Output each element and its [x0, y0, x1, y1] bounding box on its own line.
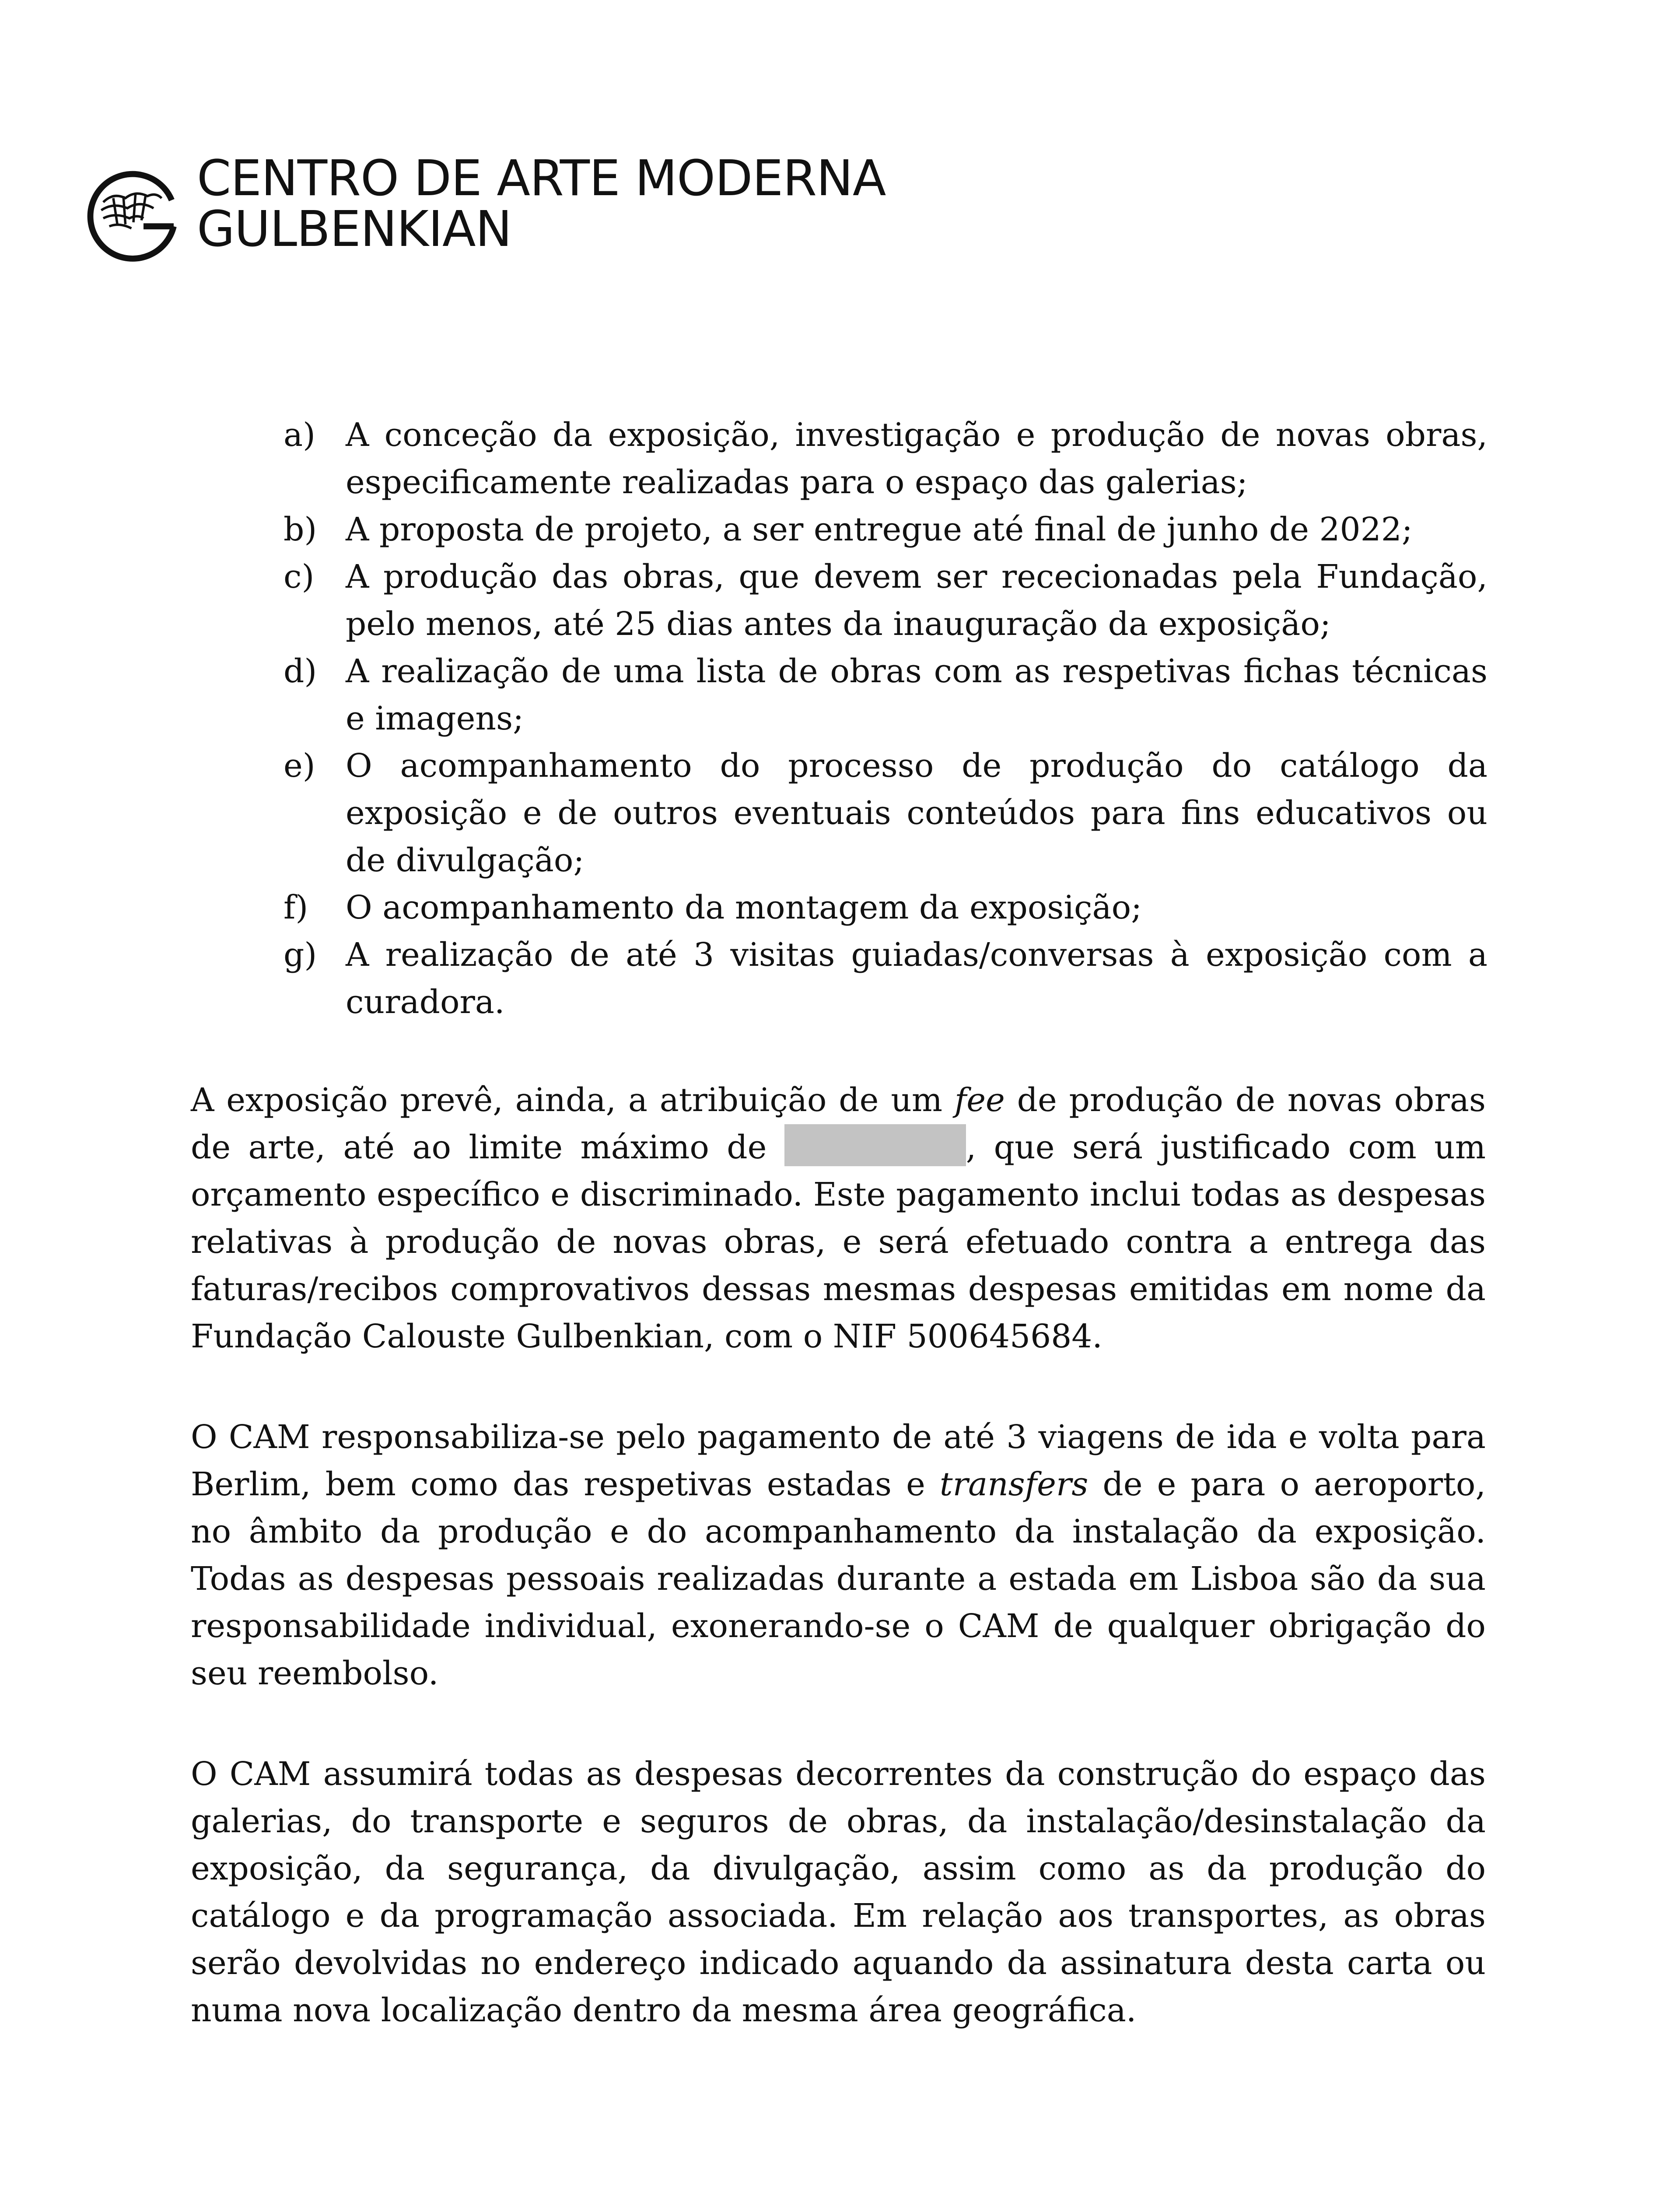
- list-marker: e): [284, 747, 315, 785]
- paragraph-text: O CAM responsabiliza-se pelo pagamento de até 3 viagens de ida e volta para Berlim, bem como das respetivas estadas e: [191, 1418, 1486, 1503]
- paragraph-text: A exposição prevê, ainda, a atribuição de um: [191, 1081, 955, 1119]
- list-marker: b): [284, 511, 317, 548]
- paragraph-fee: [191, 1076, 1486, 1360]
- list-item-text: O acompanhamento do processo de produção do catálogo da exposição e de outros eventuais conteúdos para fins educativos ou de divulgação;: [346, 747, 1488, 879]
- list-marker: c): [284, 558, 315, 596]
- gulbenkian-logo-icon: [83, 162, 184, 263]
- list-item: [284, 648, 1488, 742]
- list-item-text: A proposta de projeto, a ser entregue até final de junho de 2022;: [346, 511, 1413, 548]
- list-item: [284, 931, 1488, 1026]
- list-item: [284, 411, 1488, 506]
- list-marker: g): [284, 936, 317, 974]
- list-item-text: A conceção da exposição, investigação e produção de novas obras, especificamente realizadas para o espaço das galerias;: [346, 416, 1488, 501]
- italic-term: transfers: [939, 1466, 1088, 1503]
- list-item-text: A produção das obras, que devem ser rececionadas pela Fundação, pelo menos, até 25 dias antes da inauguração da exposição;: [346, 558, 1488, 643]
- paragraph-travel: [191, 1413, 1486, 1697]
- list-marker: a): [284, 416, 315, 454]
- list-item: [284, 884, 1488, 931]
- list-item-text: A realização de até 3 visitas guiadas/conversas à exposição com a curadora.: [346, 936, 1488, 1021]
- list-item-text: O acompanhamento da montagem da exposição;: [346, 889, 1142, 926]
- institution-name-line1: CENTRO DE ARTE MODERNA: [197, 150, 886, 207]
- redacted-amount: [784, 1124, 966, 1166]
- list-marker: d): [284, 652, 317, 690]
- deliverables-list: [284, 411, 1488, 1026]
- italic-term: fee: [954, 1081, 1005, 1119]
- list-item: [284, 553, 1488, 648]
- paragraph-text: de e para o aeroporto, no âmbito da produção e do acompanhamento da instalação da exposição. Todas as despesas pessoais realizadas durante a estada em Lisboa são da sua responsabilidade individual, exonerando-se o CAM de qualquer obrigação do seu reembolso.: [191, 1466, 1486, 1692]
- list-item: [284, 742, 1488, 884]
- paragraph-text: de produção de novas obras de arte, até ao limite máximo de: [191, 1081, 1486, 1166]
- paragraph-text: , que será justificado com um orçamento específico e discriminado. Este pagamento inclui todas as despesas relativas à produção de novas obras, e será efetuado contra a entrega das faturas/recibos comprovativos dessas mesmas despesas emitidas em nome da Fundação Calouste Gulbenkian, com o NIF 500645684.: [191, 1129, 1486, 1355]
- paragraph-expenses: O CAM assumirá todas as despesas decorrentes da construção do espaço das galerias, do transporte e seguros de obras, da instalação/desinstalação da exposição, da segurança, da divulgação, assim como as da produção do catálogo e da programação associada. Em relação aos transportes, as obras serão devolvidas no endereço indicado aquando da assinatura desta carta ou numa nova localização dentro da mesma área geográfica.: [191, 1755, 1486, 2029]
- list-item: [284, 506, 1488, 553]
- list-marker: f): [284, 889, 308, 926]
- institution-name: [197, 150, 984, 258]
- institution-name-line2: GULBENKIAN: [197, 201, 512, 258]
- list-item-text: A realização de uma lista de obras com as respetivas fichas técnicas e imagens;: [346, 652, 1488, 737]
